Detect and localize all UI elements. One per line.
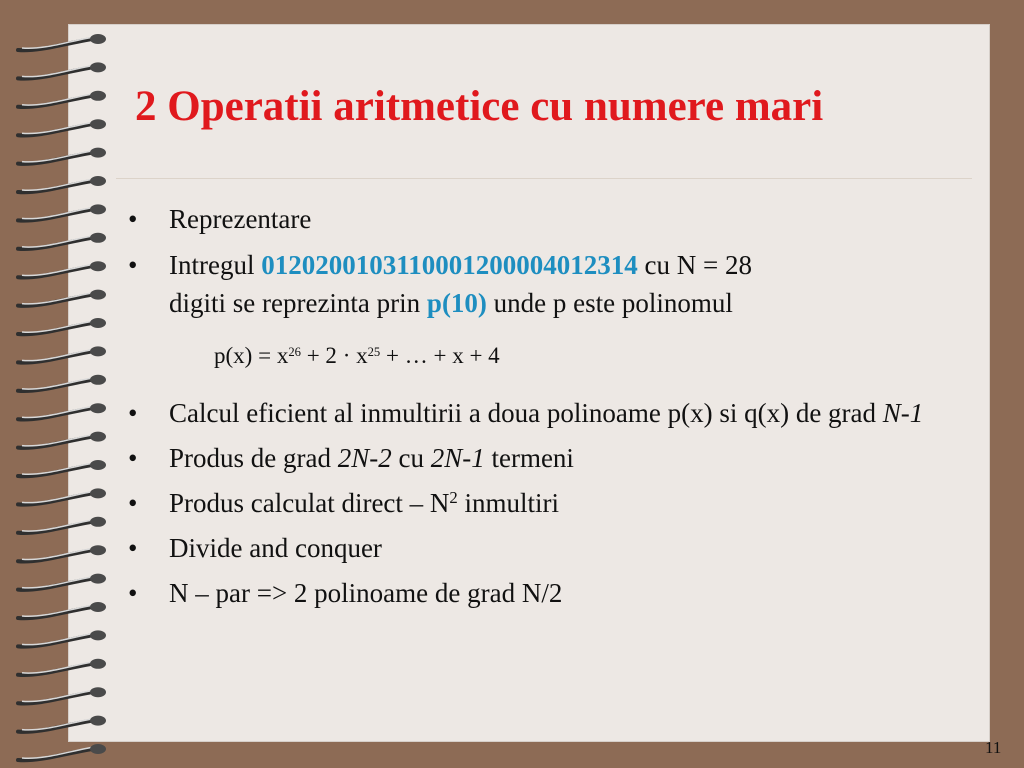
bullet-text: N – par => 2 polinoame de grad N/2: [169, 578, 563, 608]
formula-exp1: 26: [288, 345, 301, 360]
bullet-intregul: [128, 246, 968, 322]
formula-x2: x: [356, 343, 368, 368]
binding-hole: [90, 403, 106, 413]
big-number: 0120200103110001200004012314: [261, 250, 638, 280]
binding-hole: [90, 659, 106, 669]
bullet-text: Reprezentare: [169, 204, 312, 234]
binding-hole: [90, 432, 106, 442]
formula-term2: + 2: [300, 343, 337, 368]
bullet-marker: •: [128, 533, 138, 563]
bullet-text: Produs de grad: [169, 443, 338, 473]
bullet-produs-direct: [128, 484, 968, 522]
bullet-marker: •: [128, 398, 138, 428]
binding-hole: [90, 517, 106, 527]
slide-content: [128, 200, 968, 612]
bullet-text: Divide and conquer: [169, 533, 382, 563]
binding-hole: [90, 148, 106, 158]
binding-hole: [90, 204, 106, 214]
bullet-calcul: [128, 394, 968, 432]
binding-hole: [90, 375, 106, 385]
bullet-divide: [128, 529, 968, 567]
bullet-text-line2: digiti se reprezinta prin: [169, 288, 427, 318]
formula-rest: + … + x + 4: [380, 343, 500, 368]
bullet-marker: •: [128, 250, 138, 280]
bullet-italic: N-1: [882, 398, 924, 428]
binding-hole: [90, 119, 106, 129]
binding-hole: [90, 346, 106, 356]
formula-lhs: p(x): [214, 343, 253, 368]
bullet-text-post: inmultiri: [457, 488, 560, 518]
binding-hole: [90, 545, 106, 555]
bullet-italic: 2N-2: [337, 443, 392, 473]
binding-hole: [90, 488, 106, 498]
bullet-text-line2-post: unde p este polinomul: [486, 288, 733, 318]
binding-hole: [90, 91, 106, 101]
binding-hole: [90, 460, 106, 470]
formula-eq: =: [252, 343, 277, 368]
binding-hole: [90, 290, 106, 300]
slide-number: 11: [985, 738, 1002, 757]
bullet-text-post: termeni: [484, 443, 574, 473]
bullet-text: Calcul eficient al inmultirii a doua polinoame p(x) si q(x) de grad: [169, 398, 883, 428]
binding-hole: [90, 630, 106, 640]
bullet-text: Produs calculat direct – N: [169, 488, 450, 518]
binding-hole: [90, 716, 106, 726]
formula-exp2: 25: [367, 345, 381, 360]
bullet-superscript: 2: [449, 487, 458, 507]
binding-hole: [90, 318, 106, 328]
bullet-italic: 2N-1: [430, 443, 485, 473]
binding-hole: [90, 687, 106, 697]
formula-x1: x: [276, 343, 289, 368]
bullet-text-mid: cu: [391, 443, 431, 473]
bullet-marker: •: [128, 443, 138, 473]
binding-hole: [90, 574, 106, 584]
spiral-binding: [0, 0, 130, 768]
binding-hole: [90, 176, 106, 186]
bullet-n-par: [128, 574, 968, 612]
title-divider: [116, 178, 972, 179]
bullet-marker: •: [128, 204, 138, 234]
binding-hole: [90, 62, 106, 72]
slide-title: 2 Operatii aritmetice cu numere mari: [135, 83, 824, 130]
bullet-produs-grad: [128, 439, 968, 477]
bullet-marker: •: [128, 488, 138, 518]
binding-hole: [90, 261, 106, 271]
bullet-text-mid: cu N = 28: [637, 250, 752, 280]
p10-label: p(10): [426, 288, 487, 318]
formula-dot: ·: [336, 343, 357, 368]
polynomial-formula: [214, 341, 1024, 371]
bullet-reprezentare: [128, 200, 968, 238]
binding-hole: [90, 744, 106, 754]
bullet-text-pre: Intregul: [169, 250, 262, 280]
binding-hole: [90, 34, 106, 44]
bullet-marker: •: [128, 578, 138, 608]
binding-hole: [90, 233, 106, 243]
binding-hole: [90, 602, 106, 612]
